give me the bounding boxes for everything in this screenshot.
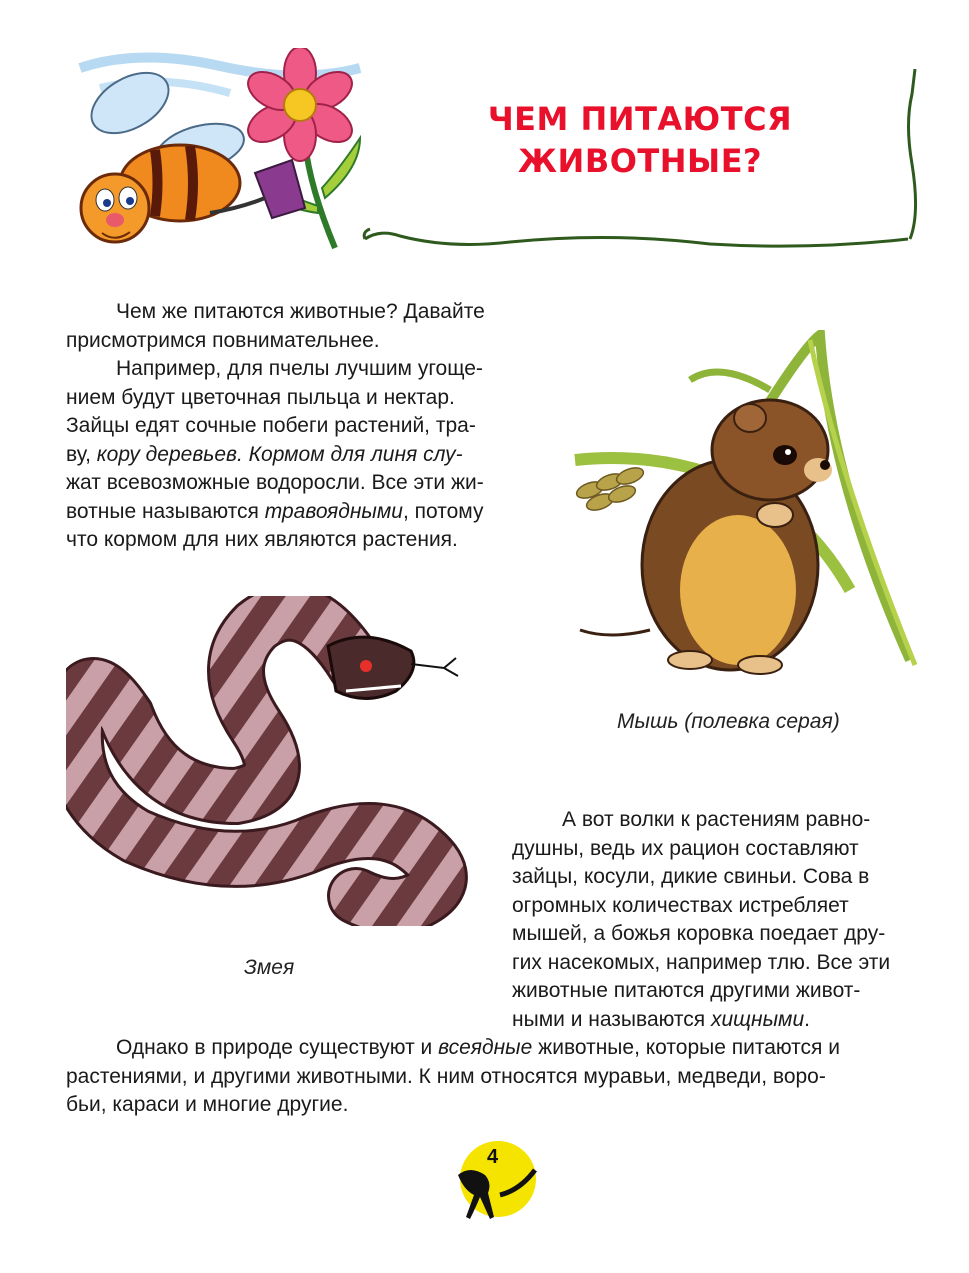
predators-line: гих насекомых, например тлю. Все эти xyxy=(512,950,891,974)
predators-paragraph xyxy=(512,806,926,1034)
omnivores-line: Однако в природе существуют и всеядные животные, которые питаются и xyxy=(116,1036,840,1059)
intro-paragraph xyxy=(66,298,528,555)
term-predators: хищными xyxy=(711,1007,805,1031)
page-title-line-2: ЖИВОТНЫЕ? xyxy=(517,142,763,180)
italic-phrase: кору деревьев. Кормом для линя слу- xyxy=(96,442,463,466)
bee-flower-illustration xyxy=(60,48,380,258)
intro-line: Чем же питаются животные? Давайте xyxy=(116,300,485,323)
predators-line: ными и называются хищными. xyxy=(512,1007,810,1031)
predators-line: огромных количествах истребляет xyxy=(512,893,849,917)
intro-line: Зайцы едят сочные побеги растений, тра- xyxy=(66,414,476,437)
predators-line: животные питаются другими живот- xyxy=(512,979,861,1002)
intro-line: жат всевозможные водоросли. Все эти жи- xyxy=(66,471,484,494)
intro-line: вотные называются травоядными, потому xyxy=(66,499,484,523)
predators-line: А вот волки к растениям равно- xyxy=(562,808,871,831)
intro-line: Например, для пчелы лучшим угоще- xyxy=(116,357,483,380)
page-title-line-1: ЧЕМ ПИТАЮТСЯ xyxy=(487,100,793,138)
snake-caption: Змея xyxy=(244,956,295,979)
predators-line: душны, ведь их рацион составляют xyxy=(512,836,859,860)
predators-line: зайцы, косули, дикие свиньи. Сова в xyxy=(512,865,870,888)
vole-illustration xyxy=(570,330,930,690)
predators-line: мышей, а божья коровка поедает дру- xyxy=(512,922,886,945)
term-herbivores: травоядными xyxy=(264,499,403,523)
omnivores-paragraph xyxy=(66,1034,926,1120)
omnivores-line: бьи, караси и многие другие. xyxy=(66,1093,349,1116)
term-omnivores: всеядные xyxy=(438,1036,533,1059)
page-title xyxy=(440,98,840,182)
omnivores-line: растениями, и другими животными. К ним относятся муравьи, медведи, воро- xyxy=(66,1064,826,1088)
intro-line: ву, кору деревьев. Кормом для линя слу- xyxy=(66,442,463,466)
intro-line: присмотримся повнимательнее. xyxy=(66,328,380,352)
page-number: 4 xyxy=(487,1146,499,1168)
intro-line: нием будут цветочная пыльца и нектар. xyxy=(66,385,455,409)
snake-illustration xyxy=(66,596,486,926)
intro-line: что кормом для них являются растения. xyxy=(66,528,458,551)
mouse-caption: Мышь (полевка серая) xyxy=(617,710,840,733)
